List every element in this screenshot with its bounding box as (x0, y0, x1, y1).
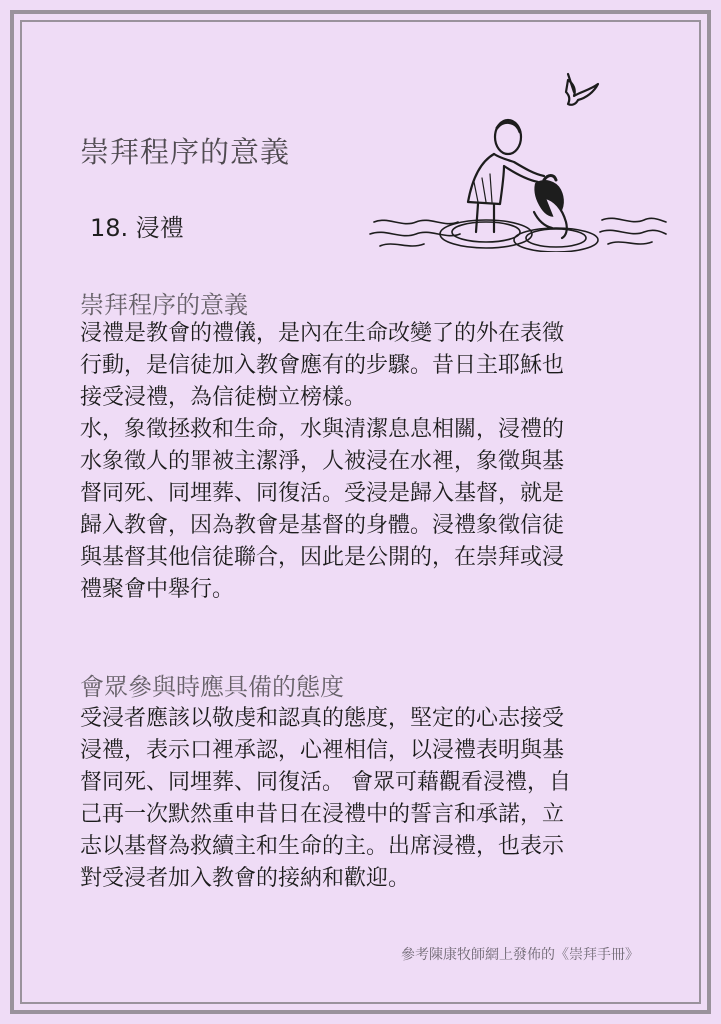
dove-icon (566, 74, 598, 105)
section-body-meaning (80, 318, 645, 606)
text-line: 受浸者應該以敬虔和認真的態度，堅定的心志接受 (80, 706, 565, 731)
text-line: 行動，是信徒加入教會應有的步驟。昔日主耶穌也 (80, 353, 565, 378)
text-line: 浸禮是教會的禮儀，是內在生命改變了的外在表徵 (80, 321, 565, 346)
text-line: 督同死、同埋葬、同復活。 會眾可藉觀看浸禮，自 (80, 770, 571, 795)
text-line: 接受浸禮，為信徒樹立榜樣。 (80, 385, 367, 410)
section-heading-attitude: 會眾參與時應具備的態度 (80, 673, 344, 701)
baptizer-figure (468, 120, 544, 232)
text-line: 督同死、同埋葬、同復活。受浸是歸入基督，就是 (80, 481, 565, 506)
text-line: 水象徵人的罪被主潔淨，人被浸在水裡，象徵與基 (80, 449, 565, 474)
text-line: 對受浸者加入教會的接納和歡迎。 (80, 866, 411, 891)
baptism-illustration (368, 62, 668, 252)
text-line: 禮聚會中舉行。 (80, 577, 235, 602)
section-body-attitude (80, 703, 645, 895)
source-footnote: 參考陳康牧師網上發佈的《崇拜手冊》 (401, 947, 639, 963)
text-line: 水，象徵拯救和生命，水與清潔息息相關，浸禮的 (80, 417, 565, 442)
section-heading-meaning: 崇拜程序的意義 (80, 291, 248, 319)
page-title: 崇拜程序的意義 (80, 135, 291, 169)
text-line: 浸禮，表示口裡承認，心裡相信，以浸禮表明與基 (80, 738, 565, 763)
text-line: 歸入教會，因為教會是基督的身體。浸禮象徵信徒 (80, 513, 565, 538)
lesson-title: 18. 浸禮 (90, 214, 184, 242)
text-line: 志以基督為救續主和生命的主。出席浸禮，也表示 (80, 834, 565, 859)
text-line: 與基督其他信徒聯合，因此是公開的，在崇拜或浸 (80, 545, 565, 570)
water-waves-icon (370, 218, 666, 252)
text-line: 己再一次默然重申昔日在浸禮中的誓言和承諾，立 (80, 802, 565, 827)
